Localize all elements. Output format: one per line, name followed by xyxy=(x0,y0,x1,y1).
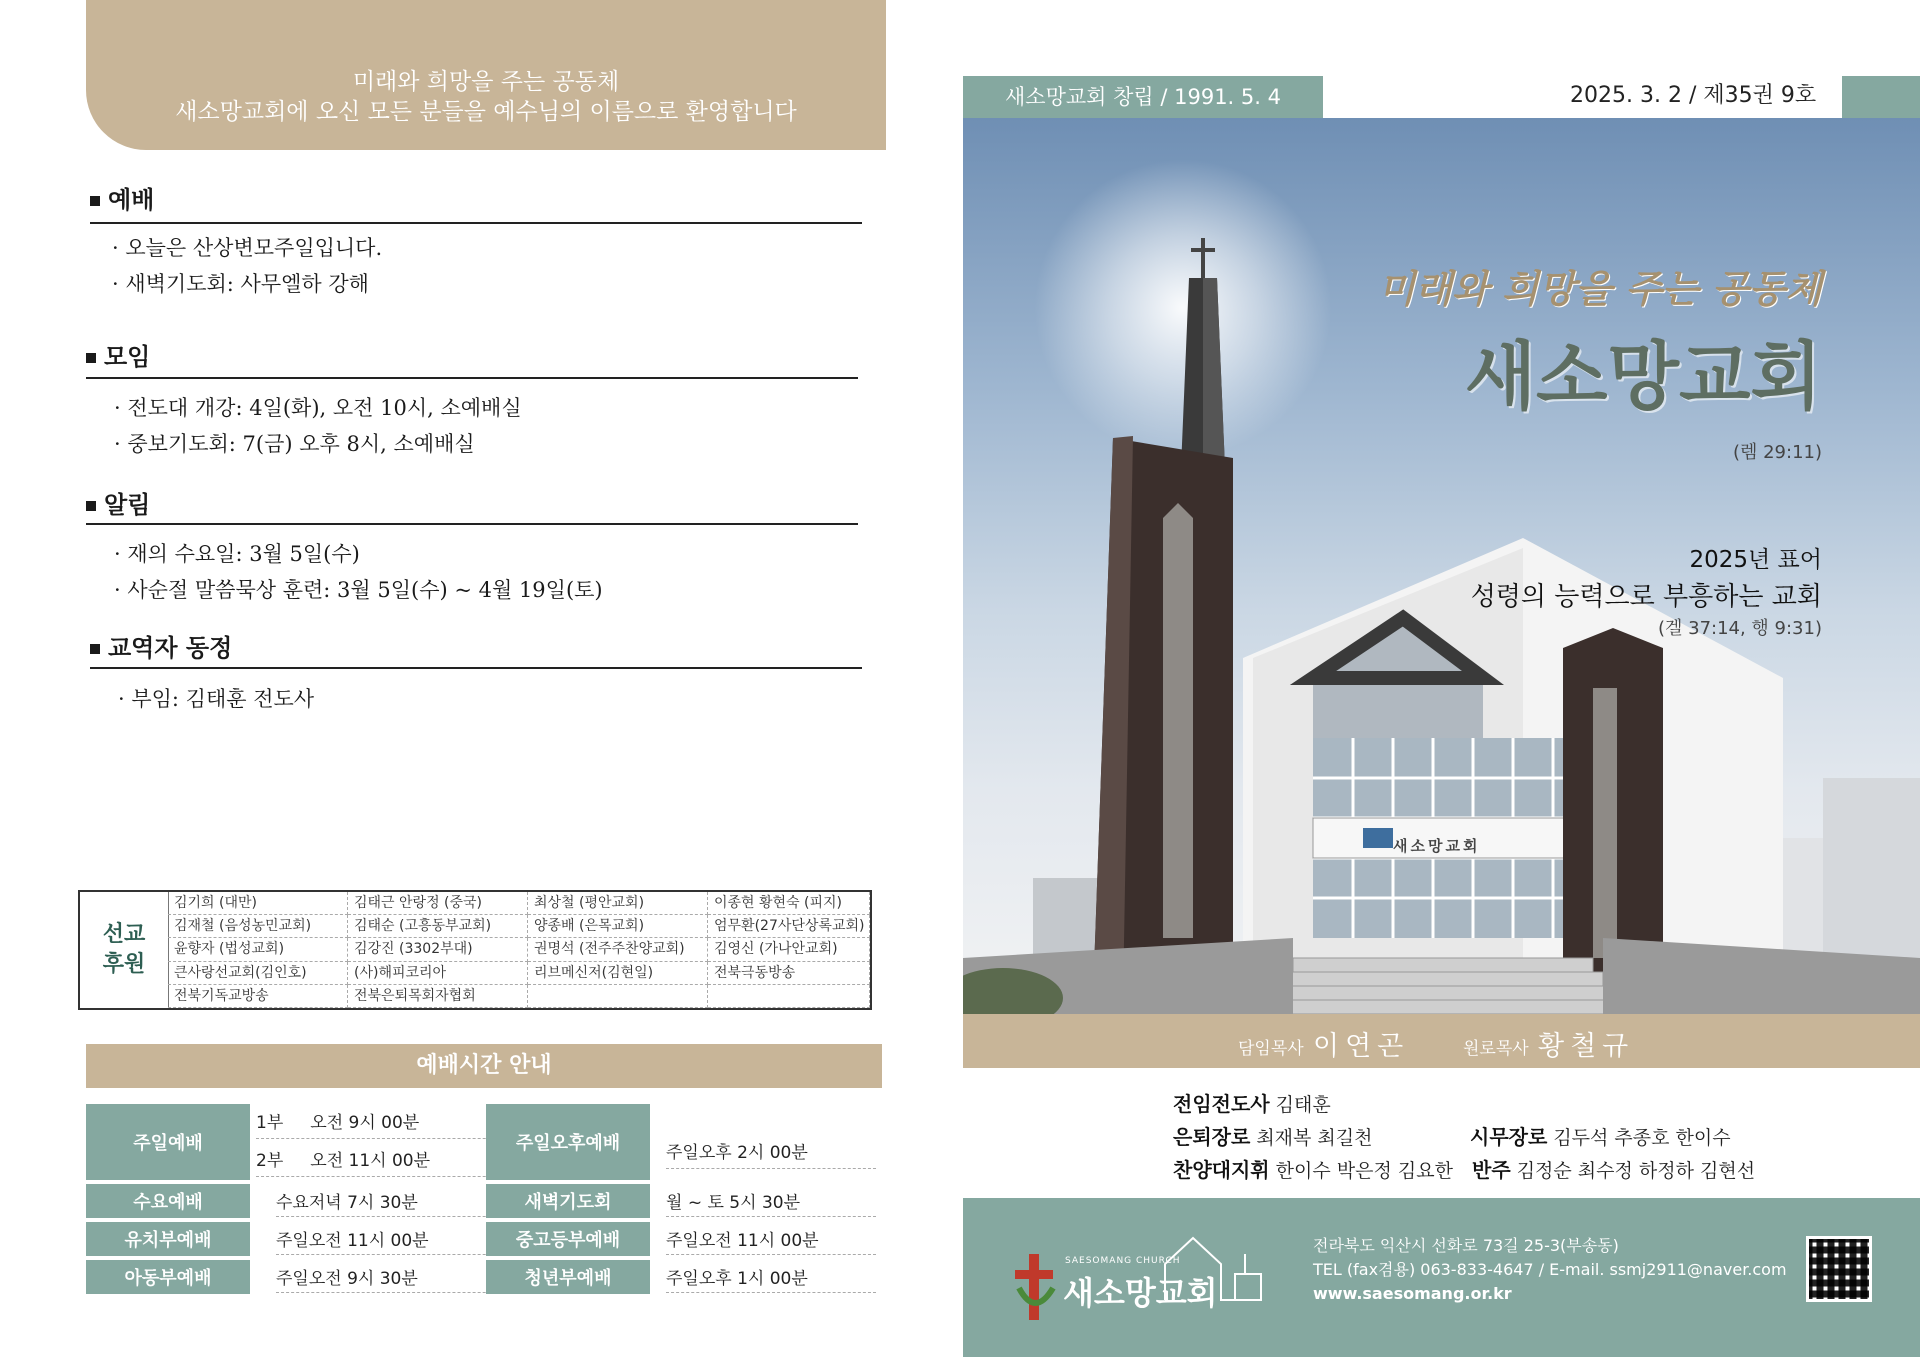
welcome-line-2: 새소망교회에 오신 모든 분들을 예수님의 이름으로 환영합니다 xyxy=(175,99,797,125)
emeritus-pastor-name: 황철규 xyxy=(1538,1031,1635,1062)
qr-code-icon[interactable] xyxy=(1806,1236,1872,1302)
cover-verse: (렘 29:11) xyxy=(1732,442,1822,463)
mission-cell: 전북은퇴목회자협회 xyxy=(348,985,528,1008)
mission-cell: 전북극동방송 xyxy=(708,962,870,985)
mission-cell: (사)해피코리아 xyxy=(348,962,528,985)
cover-title: 새소망교회 xyxy=(1464,334,1822,420)
list-item: · 전도대 개강: 4일(화), 오전 10시, 소예배실 xyxy=(114,392,522,422)
worship-times-title: 예배시간 안내 xyxy=(86,1044,882,1088)
section-rule xyxy=(90,222,862,224)
list-item: · 재의 수요일: 3월 5일(수) xyxy=(114,538,360,568)
section-rule xyxy=(86,523,858,525)
mission-cell: 큰사랑선교회(김인호) xyxy=(168,962,348,985)
cover-photo xyxy=(963,118,1920,1014)
footer-brand: 새소망교회 xyxy=(1063,1274,1218,1312)
staff-accompanists: 반주 김정순 최수정 하정하 김현선 xyxy=(1472,1158,1756,1182)
motto-verse: (겔 37:14, 행 9:31) xyxy=(1657,618,1822,639)
cover-subtitle: 미래와 희망을 주는 공동체 xyxy=(1378,266,1822,311)
sunday-worship-label: 주일예배 xyxy=(86,1104,250,1180)
worship-times-table xyxy=(86,1104,882,1298)
mission-support-grid xyxy=(168,892,870,1008)
children-worship-time: 주일오전 9시 30분 xyxy=(276,1264,526,1293)
section-rule xyxy=(90,667,862,669)
mission-cell: 이종현 황현숙 (피지) xyxy=(708,892,870,915)
list-item: · 오늘은 산상변모주일입니다. xyxy=(112,232,382,262)
building-sign: 새소망교회 xyxy=(1393,837,1481,855)
establishment-tag: 새소망교회 창립 / 1991. 5. 4 xyxy=(963,76,1323,118)
mission-cell: 윤향자 (법성교회) xyxy=(168,938,348,961)
mission-cell: 최상철 (평안교회) xyxy=(528,892,708,915)
youth-worship-label: 중고등부예배 xyxy=(486,1222,650,1256)
staff-evangelist: 전임전도사 김태훈 xyxy=(1173,1092,1331,1116)
wed-worship-label: 수요예배 xyxy=(86,1184,250,1218)
motto-text: 성령의 능력으로 부흥하는 교회 xyxy=(1470,582,1822,612)
house-outline-icon xyxy=(1163,1234,1263,1304)
footer xyxy=(963,1198,1920,1357)
sunday-1-row: 1부 오전 9시 00분 xyxy=(256,1108,526,1139)
square-bullet-icon xyxy=(86,501,96,511)
sunday-2-row: 2부 오전 11시 00분 xyxy=(256,1146,526,1177)
mission-cell: 김기희 (대만) xyxy=(168,892,348,915)
list-item: · 부임: 김태훈 전도사 xyxy=(118,683,314,713)
pastor-bar xyxy=(963,1014,1920,1068)
mission-cell xyxy=(708,985,870,1008)
square-bullet-icon xyxy=(90,196,100,206)
welcome-line-1: 미래와 희망을 주는 공동체 xyxy=(352,69,620,95)
dawn-prayer-label: 새벽기도회 xyxy=(486,1184,650,1218)
staff-retired-elders: 은퇴장로 최재복 최길천 xyxy=(1173,1125,1373,1149)
young-adult-worship-time: 주일오후 1시 00분 xyxy=(666,1264,876,1293)
young-adult-worship-label: 청년부예배 xyxy=(486,1260,650,1294)
staff-active-elders: 시무장로 김두석 추종호 한이수 xyxy=(1470,1125,1731,1149)
church-cross-logo-icon xyxy=(1005,1248,1065,1328)
square-bullet-icon xyxy=(90,644,100,654)
footer-address: 전라북도 익산시 선화로 73길 25-3(부송동) xyxy=(1313,1236,1619,1255)
issue-date: 2025. 3. 2 / 제35권 9호 xyxy=(1570,83,1817,108)
mission-support-table xyxy=(78,890,872,1010)
list-item: · 사순절 말씀묵상 훈련: 3월 5일(수) ~ 4월 19일(토) xyxy=(114,574,603,604)
mission-cell: 엄무환(27사단상록교회) xyxy=(708,915,870,938)
square-bullet-icon xyxy=(86,353,96,363)
footer-contact-info xyxy=(1313,1234,1787,1306)
senior-pastor-name: 이연곤 xyxy=(1313,1031,1410,1062)
footer-website-link[interactable]: www.saesomang.or.kr xyxy=(1313,1284,1512,1303)
mission-cell: 권명석 (전주주찬양교회) xyxy=(528,938,708,961)
section-title-meeting: 모임 xyxy=(86,337,150,372)
mission-cell xyxy=(528,985,708,1008)
mission-cell: 김영신 (가나안교회) xyxy=(708,938,870,961)
mission-cell: 리브메신저(김현일) xyxy=(528,962,708,985)
wed-worship-time: 수요저녁 7시 30분 xyxy=(276,1188,526,1217)
section-rule xyxy=(86,377,858,379)
mission-cell: 김재철 (음성농민교회) xyxy=(168,915,348,938)
youth-worship-time: 주일오전 11시 00분 xyxy=(666,1226,876,1255)
sunday-pm-time: 주일오후 2시 00분 xyxy=(666,1138,876,1169)
mission-cell: 김태근 안랑정 (중국) xyxy=(348,892,528,915)
list-item: · 중보기도회: 7(금) 오후 8시, 소예배실 xyxy=(114,428,475,458)
mission-cell: 김강진 (3302부대) xyxy=(348,938,528,961)
mission-cell: 전북기독교방송 xyxy=(168,985,348,1008)
senior-pastor-role: 담임목사 xyxy=(1238,1039,1304,1059)
dawn-prayer-time: 월 ~ 토 5시 30분 xyxy=(666,1188,876,1217)
kinder-worship-label: 유치부예배 xyxy=(86,1222,250,1256)
welcome-banner xyxy=(86,0,886,150)
mission-cell: 김태순 (고흥동부교회) xyxy=(348,915,528,938)
motto-year: 2025년 표어 xyxy=(1689,547,1822,573)
corner-tag xyxy=(1842,76,1920,118)
emeritus-pastor-role: 원로목사 xyxy=(1463,1039,1529,1059)
kinder-worship-time: 주일오전 11시 00분 xyxy=(276,1226,526,1255)
section-title-worship: 예배 xyxy=(90,180,154,215)
footer-phone-email[interactable]: TEL (fax겸용) 063-833-4647 / E-mail. ssmj2911@naver.com xyxy=(1313,1260,1787,1279)
staff-choir-conductors: 찬양대지휘 한이수 박은정 김요한 xyxy=(1173,1158,1453,1182)
mission-cell: 양종배 (은목교회) xyxy=(528,915,708,938)
sunday-pm-worship-label: 주일오후예배 xyxy=(486,1104,650,1180)
footer-brand-english: SAESOMANG CHURCH xyxy=(1065,1256,1181,1266)
section-title-staff-news: 교역자 동정 xyxy=(90,628,232,663)
section-title-notice: 알림 xyxy=(86,485,150,520)
children-worship-label: 아동부예배 xyxy=(86,1260,250,1294)
mission-support-label: 선교 후원 xyxy=(80,892,169,1008)
list-item: · 새벽기도회: 사무엘하 강해 xyxy=(112,268,369,298)
